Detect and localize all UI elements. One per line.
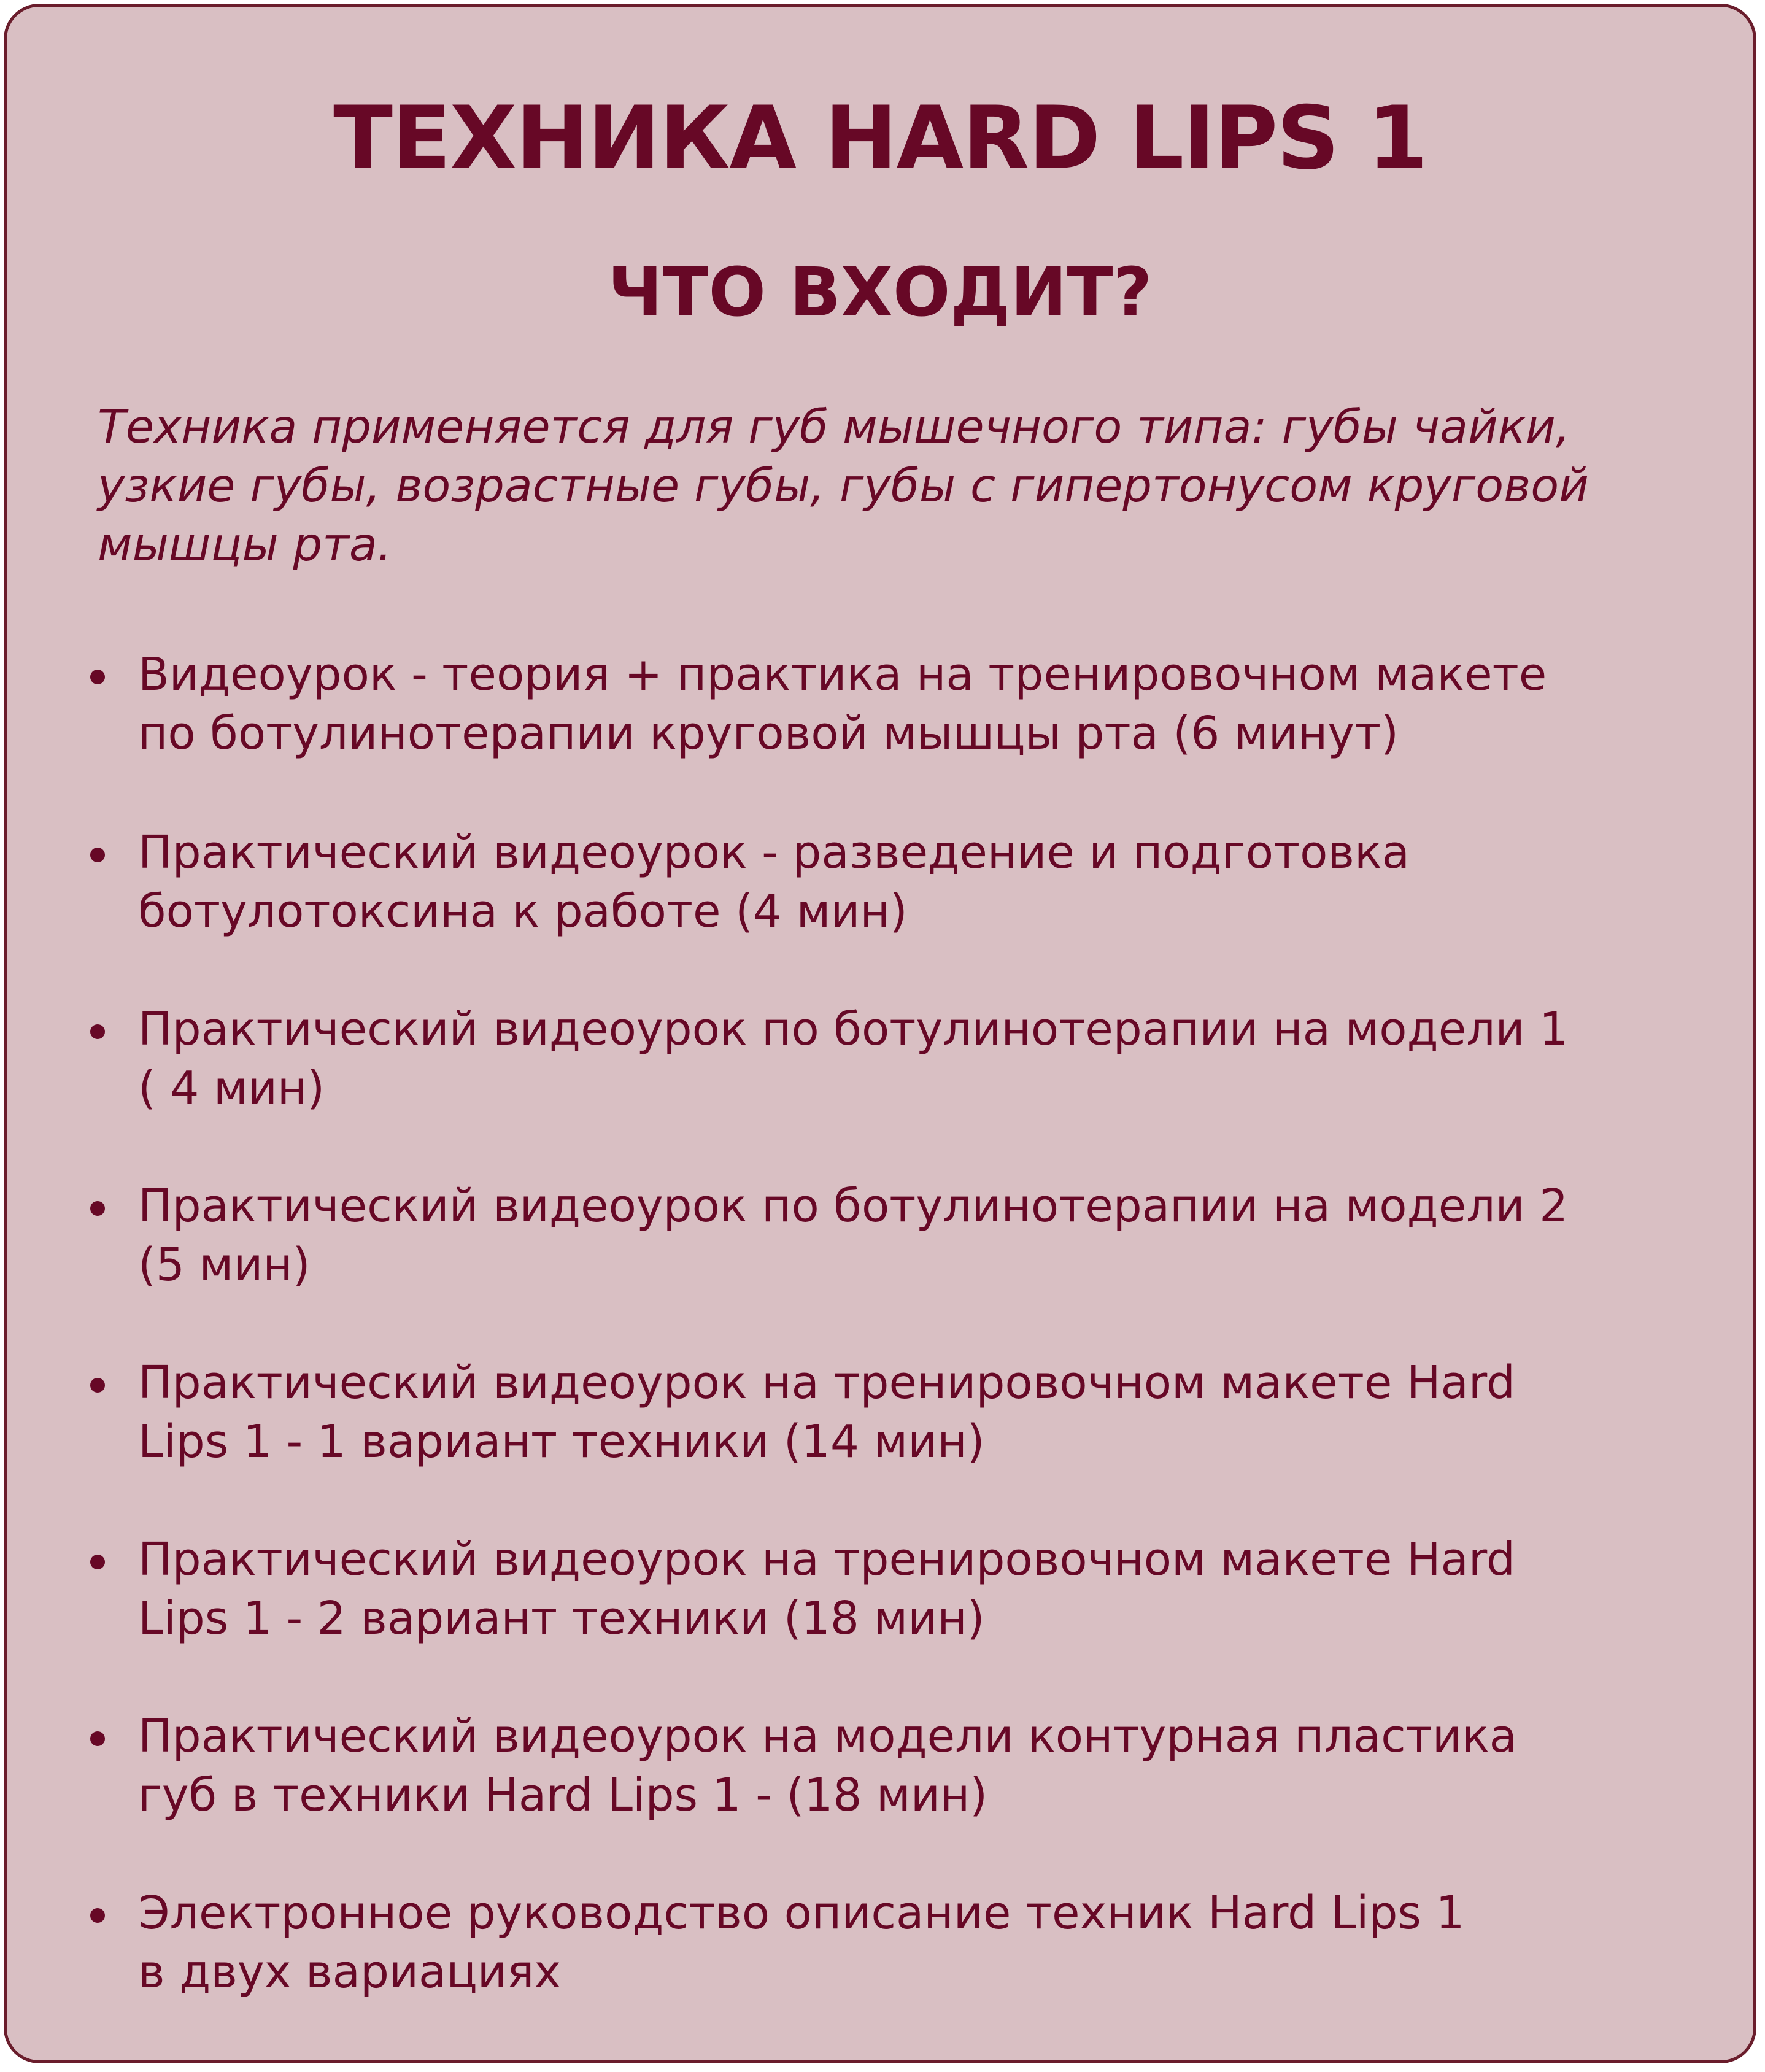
list-item — [87, 1884, 1707, 2001]
list-item-text: Практический видеоурок на тренировочном макете Hard Lips 1 - 2 вариант техники (18 мин) — [138, 1533, 1515, 1645]
bullet-icon — [90, 1201, 105, 1216]
intro-text: Техника применяется для губ мышечного типа: губы чайки, узкие губы, возрастные губы, губы с гипертонусом круговой мышцы рта. — [98, 400, 1589, 571]
list-item — [87, 1177, 1707, 1294]
list-item-text: Видеоурок - теория + практика на тренировочном макете по ботулинотерапии круговой мышцы рта (6 минут) — [138, 648, 1547, 760]
list-item — [87, 823, 1707, 941]
bullet-icon — [90, 1731, 105, 1746]
bullet-icon — [90, 670, 105, 684]
list-item-text: Практический видеоурок на тренировочном макете Hard Lips 1 - 1 вариант техники (14 мин) — [138, 1356, 1515, 1468]
bullet-icon — [90, 1555, 105, 1569]
intro-paragraph — [98, 397, 1705, 574]
section-subtitle: ЧТО ВХОДИТ? — [608, 253, 1153, 331]
page-title: ТЕХНИКА HARD LIPS 1 — [333, 88, 1427, 189]
list-item — [87, 645, 1707, 763]
list-item — [87, 1707, 1707, 1825]
list-item — [87, 1000, 1707, 1118]
list-item-text: Практический видеоурок на модели контурная пластика губ в техники Hard Lips 1 - (18 мин) — [138, 1710, 1518, 1822]
list-item-text: Практический видеоурок - разведение и подготовка ботулотоксина к работе (4 мин) — [138, 826, 1410, 938]
content-card — [4, 4, 1756, 2063]
list-item — [87, 1530, 1707, 1648]
bullet-icon — [90, 848, 105, 862]
bullet-icon — [90, 1024, 105, 1039]
list-item-text: Электронное руководство описание техник Hard Lips 1 в двух вариациях — [138, 1887, 1465, 1998]
list-item-text: Практический видеоурок по ботулинотерапии на модели 2 (5 мин) — [138, 1180, 1569, 1291]
list-item — [87, 1353, 1707, 1471]
bullet-icon — [90, 1378, 105, 1393]
bullet-icon — [90, 1908, 105, 1923]
list-item-text: Практический видеоурок по ботулинотерапии на модели 1 ( 4 мин) — [138, 1003, 1569, 1115]
